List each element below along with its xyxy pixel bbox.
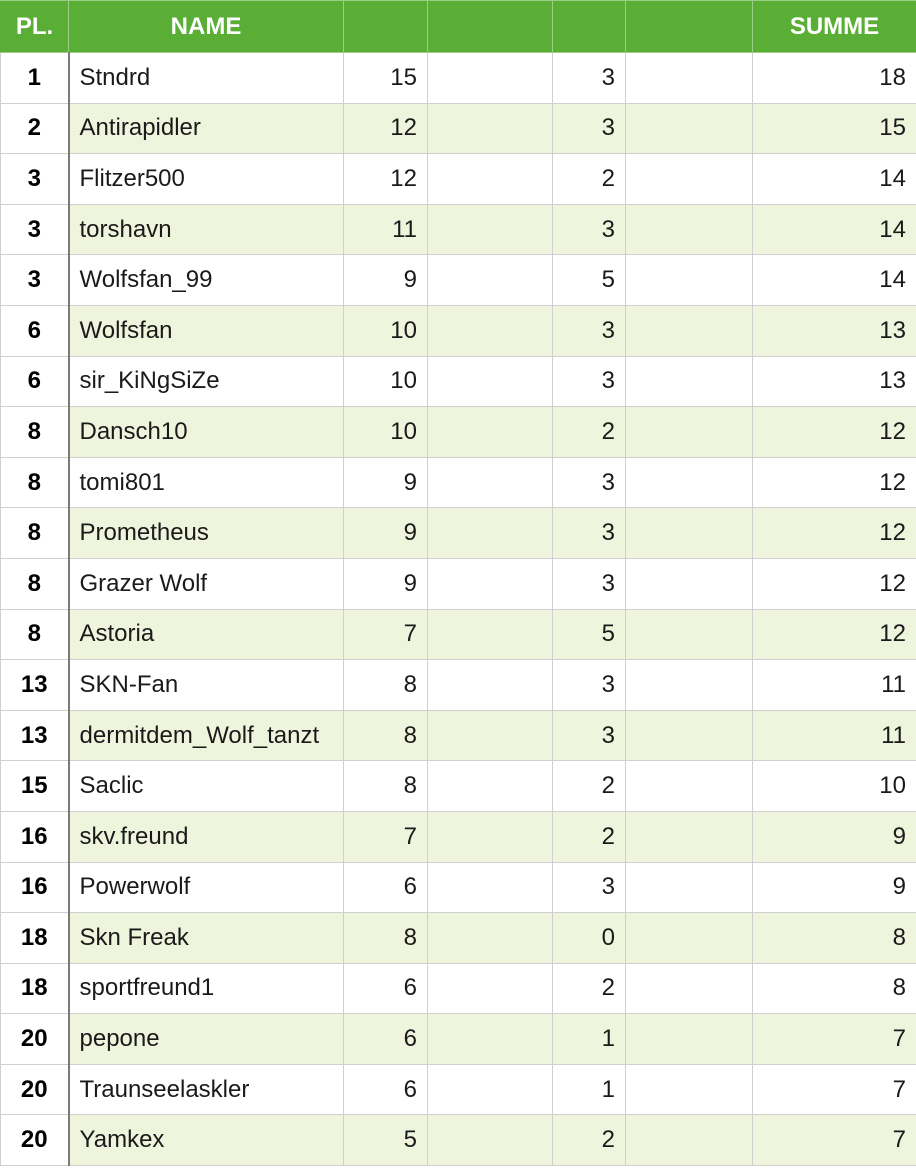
name-cell: sir_KiNgSiZe: [69, 356, 344, 407]
points-a-cell: 6: [344, 963, 428, 1014]
points-a-cell: 6: [344, 862, 428, 913]
points-d-cell: [626, 1064, 753, 1115]
points-a-cell: 6: [344, 1014, 428, 1065]
header-summe[interactable]: SUMME: [753, 1, 916, 53]
header-col-c[interactable]: [553, 1, 626, 53]
points-d-cell: [626, 305, 753, 356]
points-d-cell: [626, 1115, 753, 1166]
place-cell: 3: [1, 154, 69, 205]
points-a-cell: 9: [344, 508, 428, 559]
place-cell: 20: [1, 1064, 69, 1115]
points-d-cell: [626, 660, 753, 711]
points-c-cell: 0: [553, 913, 626, 964]
table-row: [1, 356, 916, 407]
place-cell: 13: [1, 660, 69, 711]
table-row: [1, 609, 916, 660]
points-d-cell: [626, 204, 753, 255]
name-cell: torshavn: [69, 204, 344, 255]
points-b-cell: [428, 508, 553, 559]
points-c-cell: 3: [553, 204, 626, 255]
header-col-b[interactable]: [428, 1, 553, 53]
place-cell: 1: [1, 53, 69, 104]
points-a-cell: 12: [344, 103, 428, 154]
points-c-cell: 3: [553, 660, 626, 711]
place-cell: 18: [1, 963, 69, 1014]
place-cell: 3: [1, 255, 69, 306]
place-cell: 2: [1, 103, 69, 154]
place-cell: 8: [1, 609, 69, 660]
table-row: [1, 1014, 916, 1065]
points-c-cell: 3: [553, 305, 626, 356]
table-row: [1, 1064, 916, 1115]
summe-cell: 12: [753, 508, 916, 559]
points-a-cell: 10: [344, 407, 428, 458]
summe-cell: 7: [753, 1064, 916, 1115]
name-cell: Stndrd: [69, 53, 344, 104]
name-cell: Prometheus: [69, 508, 344, 559]
points-c-cell: 2: [553, 811, 626, 862]
points-d-cell: [626, 457, 753, 508]
header-name[interactable]: NAME: [69, 1, 344, 53]
name-cell: pepone: [69, 1014, 344, 1065]
summe-cell: 12: [753, 609, 916, 660]
points-a-cell: 9: [344, 255, 428, 306]
table-row: [1, 862, 916, 913]
place-cell: 18: [1, 913, 69, 964]
points-c-cell: 2: [553, 154, 626, 205]
points-a-cell: 10: [344, 356, 428, 407]
table-row: [1, 154, 916, 205]
table-body: [1, 53, 916, 1166]
points-a-cell: 9: [344, 457, 428, 508]
name-cell: Wolfsfan_99: [69, 255, 344, 306]
place-cell: 3: [1, 204, 69, 255]
name-cell: tomi801: [69, 457, 344, 508]
points-b-cell: [428, 609, 553, 660]
name-cell: Antirapidler: [69, 103, 344, 154]
points-c-cell: 2: [553, 1115, 626, 1166]
points-a-cell: 11: [344, 204, 428, 255]
points-b-cell: [428, 660, 553, 711]
points-a-cell: 10: [344, 305, 428, 356]
points-c-cell: 3: [553, 862, 626, 913]
points-b-cell: [428, 1115, 553, 1166]
points-d-cell: [626, 1014, 753, 1065]
place-cell: 13: [1, 710, 69, 761]
points-a-cell: 8: [344, 761, 428, 812]
place-cell: 8: [1, 508, 69, 559]
points-b-cell: [428, 457, 553, 508]
table-row: [1, 103, 916, 154]
summe-cell: 8: [753, 913, 916, 964]
points-d-cell: [626, 811, 753, 862]
points-d-cell: [626, 407, 753, 458]
table-row: [1, 913, 916, 964]
name-cell: SKN-Fan: [69, 660, 344, 711]
table-row: [1, 305, 916, 356]
points-d-cell: [626, 609, 753, 660]
summe-cell: 11: [753, 660, 916, 711]
points-c-cell: 3: [553, 508, 626, 559]
header-col-a[interactable]: [344, 1, 428, 53]
points-c-cell: 1: [553, 1064, 626, 1115]
points-b-cell: [428, 710, 553, 761]
table-row: [1, 811, 916, 862]
points-d-cell: [626, 963, 753, 1014]
points-a-cell: 8: [344, 710, 428, 761]
summe-cell: 14: [753, 255, 916, 306]
place-cell: 8: [1, 457, 69, 508]
points-b-cell: [428, 407, 553, 458]
table-row: [1, 457, 916, 508]
points-c-cell: 2: [553, 407, 626, 458]
place-cell: 6: [1, 356, 69, 407]
table-row: [1, 255, 916, 306]
summe-cell: 12: [753, 407, 916, 458]
summe-cell: 13: [753, 356, 916, 407]
summe-cell: 18: [753, 53, 916, 104]
place-cell: 8: [1, 407, 69, 458]
header-col-d[interactable]: [626, 1, 753, 53]
table-row: [1, 204, 916, 255]
points-a-cell: 8: [344, 913, 428, 964]
points-a-cell: 12: [344, 154, 428, 205]
table-row: [1, 710, 916, 761]
points-c-cell: 3: [553, 356, 626, 407]
points-b-cell: [428, 305, 553, 356]
name-cell: Dansch10: [69, 407, 344, 458]
points-d-cell: [626, 154, 753, 205]
summe-cell: 11: [753, 710, 916, 761]
points-d-cell: [626, 103, 753, 154]
points-a-cell: 15: [344, 53, 428, 104]
summe-cell: 7: [753, 1115, 916, 1166]
points-b-cell: [428, 558, 553, 609]
summe-cell: 8: [753, 963, 916, 1014]
name-cell: Powerwolf: [69, 862, 344, 913]
points-c-cell: 3: [553, 457, 626, 508]
table-row: [1, 407, 916, 458]
points-c-cell: 1: [553, 1014, 626, 1065]
name-cell: Skn Freak: [69, 913, 344, 964]
summe-cell: 13: [753, 305, 916, 356]
summe-cell: 10: [753, 761, 916, 812]
points-b-cell: [428, 204, 553, 255]
points-c-cell: 2: [553, 963, 626, 1014]
points-a-cell: 7: [344, 609, 428, 660]
table-row: [1, 558, 916, 609]
points-c-cell: 3: [553, 103, 626, 154]
points-c-cell: 5: [553, 255, 626, 306]
points-b-cell: [428, 862, 553, 913]
points-b-cell: [428, 255, 553, 306]
points-d-cell: [626, 508, 753, 559]
summe-cell: 7: [753, 1014, 916, 1065]
name-cell: Yamkex: [69, 1115, 344, 1166]
place-cell: 15: [1, 761, 69, 812]
points-b-cell: [428, 154, 553, 205]
name-cell: Saclic: [69, 761, 344, 812]
summe-cell: 14: [753, 204, 916, 255]
name-cell: skv.freund: [69, 811, 344, 862]
points-b-cell: [428, 1064, 553, 1115]
name-cell: Grazer Wolf: [69, 558, 344, 609]
points-b-cell: [428, 103, 553, 154]
header-place[interactable]: PL.: [1, 1, 69, 53]
points-c-cell: 3: [553, 710, 626, 761]
points-b-cell: [428, 811, 553, 862]
points-b-cell: [428, 761, 553, 812]
points-c-cell: 5: [553, 609, 626, 660]
name-cell: Flitzer500: [69, 154, 344, 205]
name-cell: Traunseelaskler: [69, 1064, 344, 1115]
points-a-cell: 8: [344, 660, 428, 711]
points-d-cell: [626, 761, 753, 812]
points-d-cell: [626, 53, 753, 104]
points-b-cell: [428, 1014, 553, 1065]
points-b-cell: [428, 913, 553, 964]
points-c-cell: 3: [553, 53, 626, 104]
points-a-cell: 5: [344, 1115, 428, 1166]
points-c-cell: 3: [553, 558, 626, 609]
place-cell: 16: [1, 811, 69, 862]
points-d-cell: [626, 913, 753, 964]
place-cell: 6: [1, 305, 69, 356]
name-cell: dermitdem_Wolf_tanzt: [69, 710, 344, 761]
summe-cell: 9: [753, 862, 916, 913]
table-row: [1, 1115, 916, 1166]
summe-cell: 15: [753, 103, 916, 154]
points-b-cell: [428, 356, 553, 407]
table-row: [1, 508, 916, 559]
place-cell: 20: [1, 1014, 69, 1065]
summe-cell: 9: [753, 811, 916, 862]
table-row: [1, 53, 916, 104]
summe-cell: 12: [753, 558, 916, 609]
points-a-cell: 9: [344, 558, 428, 609]
points-c-cell: 2: [553, 761, 626, 812]
header-row: [1, 1, 916, 53]
name-cell: Wolfsfan: [69, 305, 344, 356]
points-d-cell: [626, 862, 753, 913]
points-d-cell: [626, 356, 753, 407]
points-b-cell: [428, 963, 553, 1014]
points-d-cell: [626, 255, 753, 306]
table-row: [1, 660, 916, 711]
place-cell: 20: [1, 1115, 69, 1166]
points-a-cell: 6: [344, 1064, 428, 1115]
points-d-cell: [626, 710, 753, 761]
place-cell: 16: [1, 862, 69, 913]
points-d-cell: [626, 558, 753, 609]
table-row: [1, 761, 916, 812]
name-cell: Astoria: [69, 609, 344, 660]
points-a-cell: 7: [344, 811, 428, 862]
table-row: [1, 963, 916, 1014]
name-cell: sportfreund1: [69, 963, 344, 1014]
place-cell: 8: [1, 558, 69, 609]
summe-cell: 12: [753, 457, 916, 508]
points-b-cell: [428, 53, 553, 104]
summe-cell: 14: [753, 154, 916, 205]
